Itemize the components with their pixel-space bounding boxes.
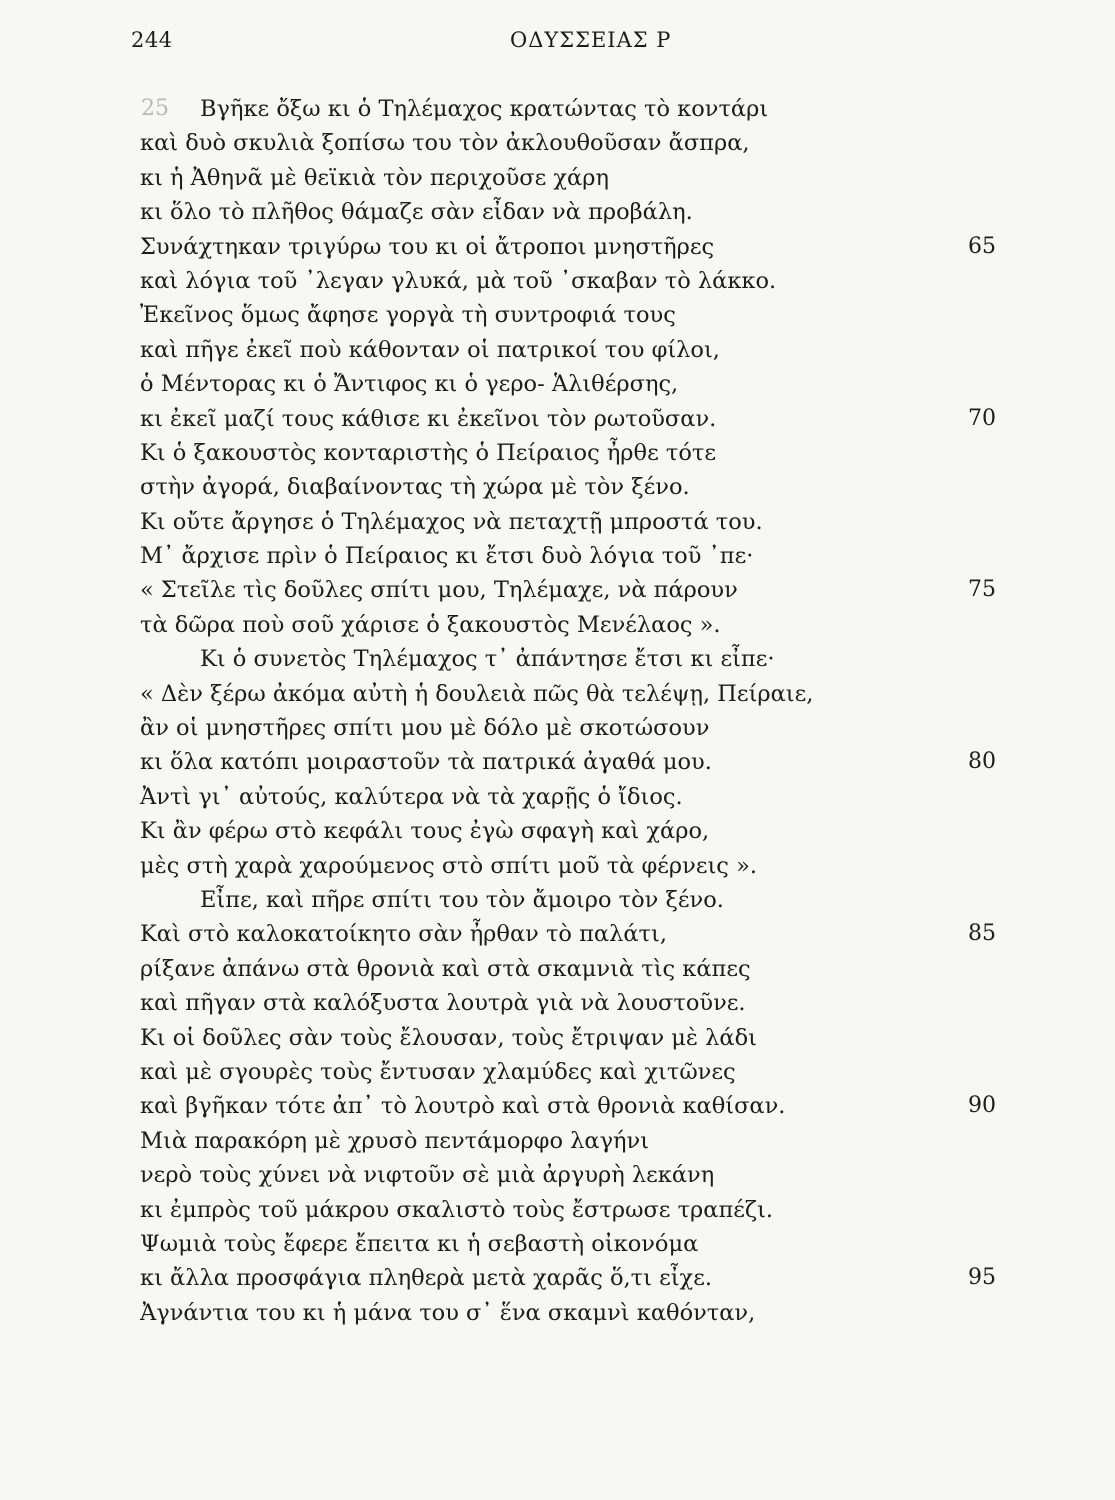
verse-line [0,883,1115,917]
verse-text: Συνάχτηκαν τριγύρω του κι οἱ ἄτροποι μνηστῆρες [140,233,715,260]
verse-line [0,264,1115,298]
verse-text: ρίξανε ἀπάνω στὰ θρονιὰ καὶ στὰ σκαμνιὰ τὶς κάπες [140,955,751,982]
verse-text: Βγῆκε ὄξω κι ὁ Τηλέμαχος κρατώντας τὸ κοντάρι [200,96,769,122]
verse-text: καὶ λόγια τοῦ ᾽λεγαν γλυκά, μὰ τοῦ ᾽σκαβαν τὸ λάκκο. [140,267,777,294]
verse-line [0,780,1115,814]
verse-text: Ἀγνάντια του κι ἡ μάνα του σ᾽ ἕνα σκαμνὶ καθόνταν, [140,1299,756,1326]
verse-text: νερὸ τοὺς χύνει νὰ νιφτοῦν σὲ μιὰ ἀργυρὴ λεκάνη [140,1162,715,1189]
verse-line [0,1021,1115,1055]
line-number: 80 [968,749,996,775]
verse-text: Κι οἱ δοῦλες σὰν τοὺς ἔλουσαν, τοὺς ἔτριψαν μὲ λάδι [140,1024,757,1051]
verse-line [0,367,1115,401]
verse-text: κι ὅλο τὸ πλῆθος θάμαζε σὰν εἶδαν νὰ προβάλη. [140,199,693,226]
verse-text: κι ἐκεῖ μαζί τους κάθισε κι ἐκεῖνοι τὸν ρωτοῦσαν. [140,405,717,432]
verse-line [0,402,1115,436]
running-title: ΟΔΥΣΣΕΙΑΣ Ρ [510,28,672,52]
verse-text: καὶ πῆγαν στὰ καλόξυστα λουτρὰ γιὰ νὰ λουστοῦνε. [140,990,746,1017]
verse-text: τὰ δῶρα ποὺ σοῦ χάρισε ὁ ξακουστὸς Μενέλαος ». [140,611,721,638]
verse-text: Ἐκεῖνος ὅμως ἄφησε γοργὰ τὴ συντροφιά τους [140,302,676,329]
verse-line [0,1055,1115,1089]
verse-line [0,642,1115,676]
line-number: 70 [968,405,996,431]
verse-text: στὴν ἀγορά, διαβαίνοντας τὴ χώρα μὲ τὸν ξένο. [140,474,690,501]
poem-text [0,92,1115,1330]
verse-line [0,126,1115,160]
verse-line [0,333,1115,367]
verse-text: Μ᾽ ἄρχισε πρὶν ὁ Πείραιος κι ἔτσι δυὸ λόγια τοῦ ᾽πε· [140,543,754,570]
verse-line [0,1227,1115,1261]
verse-line [0,986,1115,1020]
verse-text: Κι ὁ συνετὸς Τηλέμαχος τ᾽ ἀπάντησε ἔτσι κι εἶπε· [200,646,775,673]
verse-line [0,1089,1115,1123]
faint-line-number: 25 [141,96,169,121]
verse-line [0,711,1115,745]
verse-text: Κι ἂν φέρω στὸ κεφάλι τους ἐγὼ σφαγὴ καὶ χάρο, [140,818,710,845]
verse-line [0,92,1115,126]
verse-line [0,849,1115,883]
verse-line [0,814,1115,848]
verse-text: κι ὅλα κατόπι μοιραστοῦν τὰ πατρικά ἀγαθά μου. [140,749,712,776]
verse-text: Εἶπε, καὶ πῆρε σπίτι του τὸν ἄμοιρο τὸν ξένο. [200,886,724,913]
verse-line [0,436,1115,470]
verse-line [0,1193,1115,1227]
verse-line [0,505,1115,539]
verse-line [0,1158,1115,1192]
line-number: 65 [968,233,996,259]
verse-line [0,1261,1115,1295]
verse-line [0,1124,1115,1158]
verse-line [0,298,1115,332]
verse-text: Ἀντὶ γι᾽ αὐτούς, καλύτερα νὰ τὰ χαρῇς ὁ ἴδιος. [140,783,683,810]
verse-text: Ψωμιὰ τοὺς ἔφερε ἔπειτα κι ἡ σεβαστὴ οἰκονόμα [140,1230,699,1257]
verse-line [0,539,1115,573]
line-number: 85 [968,921,996,947]
verse-text: καὶ βγῆκαν τότε ἀπ᾽ τὸ λουτρὸ καὶ στὰ θρονιὰ καθίσαν. [140,1093,786,1120]
verse-line [0,745,1115,779]
verse-line [0,161,1115,195]
verse-text: μὲς στὴ χαρὰ χαρούμενος στὸ σπίτι μοῦ τὰ φέρνεις ». [140,852,757,879]
verse-text: Κι οὔτε ἄργησε ὁ Τηλέμαχος νὰ πεταχτῇ μπροστά του. [140,508,763,535]
verse-text: καὶ πῆγε ἐκεῖ ποὺ κάθονταν οἱ πατρικοί του φίλοι, [140,336,720,363]
verse-line [0,677,1115,711]
verse-line [0,608,1115,642]
verse-line [0,952,1115,986]
verse-text: ἂν οἱ μνηστῆρες σπίτι μου μὲ δόλο μὲ σκοτώσουν [140,715,710,742]
verse-line [0,470,1115,504]
verse-line [0,917,1115,951]
verse-text: Κι ὁ ξακουστὸς κονταριστὴς ὁ Πείραιος ἦρθε τότε [140,439,716,466]
verse-text: κι ἄλλα προσφάγια πληθερὰ μετὰ χαρᾶς ὅ,τι εἶχε. [140,1265,713,1292]
page-header [131,28,991,64]
line-number: 90 [968,1093,996,1119]
verse-line [0,1296,1115,1330]
verse-text: « Στεῖλε τὶς δοῦλες σπίτι μου, Τηλέμαχε, νὰ πάρουν [140,577,738,604]
page-number: 244 [131,28,173,52]
verse-text: Μιὰ παρακόρη μὲ χρυσὸ πεντάμορφο λαγήνι [140,1127,650,1154]
line-number: 75 [968,577,996,603]
verse-text: « Δὲν ξέρω ἀκόμα αὐτὴ ἡ δουλειὰ πῶς θὰ τελέψῃ, Πείραιε, [140,680,814,707]
verse-text: ὁ Μέντορας κι ὁ Ἄντιφος κι ὁ γερο- Ἁλιθέρσης, [140,371,679,398]
verse-line [0,573,1115,607]
verse-text: Καὶ στὸ καλοκατοίκητο σὰν ἦρθαν τὸ παλάτι, [140,921,667,948]
line-number: 95 [968,1265,996,1291]
verse-text: καὶ δυὸ σκυλιὰ ξοπίσω του τὸν ἀκλουθοῦσαν ἄσπρα, [140,130,750,157]
verse-line [0,230,1115,264]
verse-text: κι ἡ Ἀθηνᾶ μὲ θεϊκιὰ τὸν περιχοῦσε χάρη [140,164,609,191]
verse-text: κι ἐμπρὸς τοῦ μάκρου σκαλιστὸ τοὺς ἔστρωσε τραπέζι. [140,1196,774,1223]
verse-text: καὶ μὲ σγουρὲς τοὺς ἔντυσαν χλαμύδες καὶ χιτῶνες [140,1058,736,1085]
verse-line [0,195,1115,229]
